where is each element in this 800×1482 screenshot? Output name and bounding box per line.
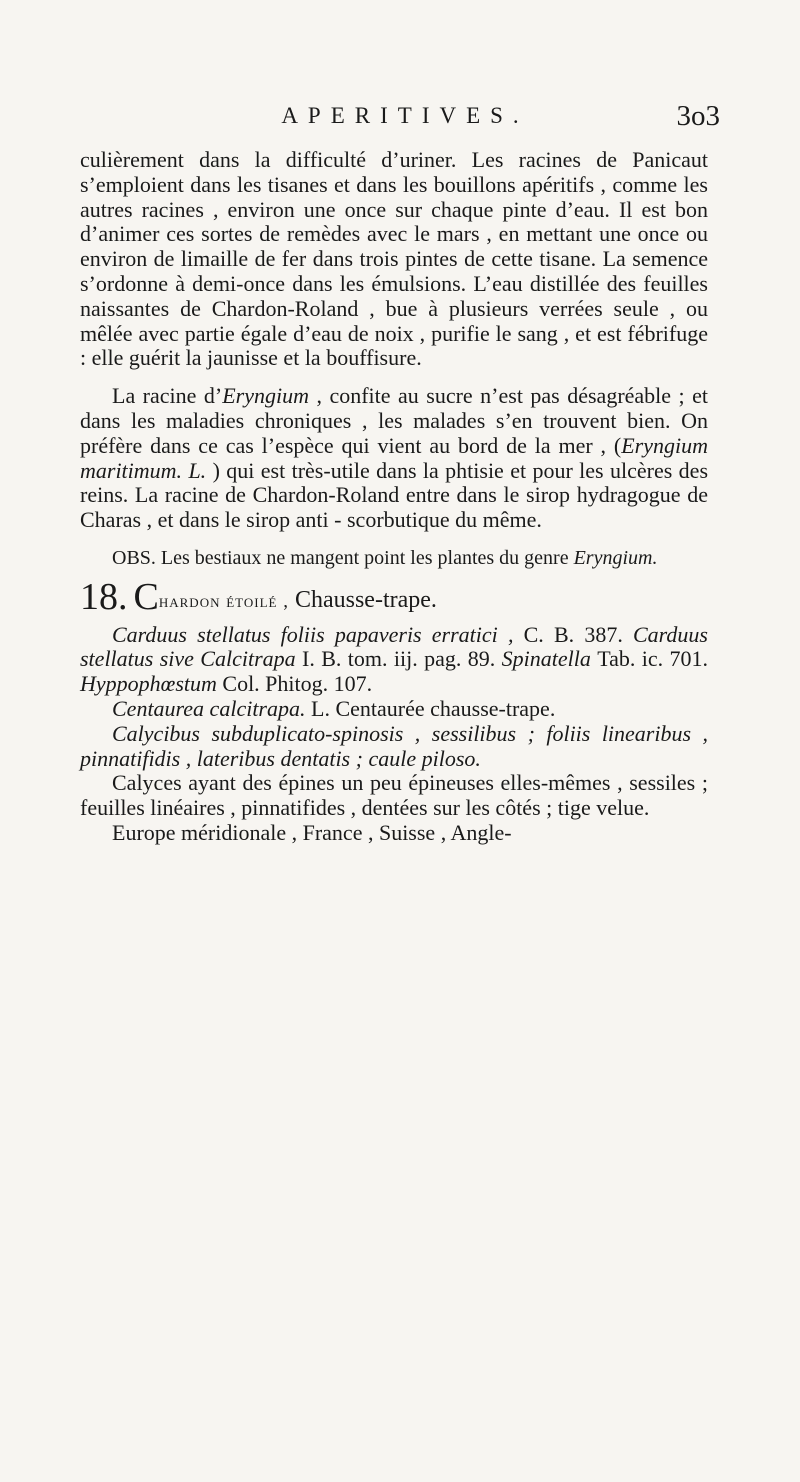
linnaean-binomial: Centaurea calcitrapa. [112, 695, 306, 721]
entry-title: hardon étoilé , [158, 590, 289, 612]
entry-initial: C [133, 575, 159, 618]
synonym-ref-4: Col. Phitog. 107. [222, 671, 373, 697]
synonymy [80, 623, 708, 697]
linnaean-common: L. Centaurée chausse-trape. [305, 695, 556, 721]
synonym-ref-1: C. B. 387. [523, 621, 633, 647]
synonym-carduus-2: Carduus stellatus sive Calcitrapa [80, 621, 708, 672]
synonym-hyppophaestum: Hyppophœstum [80, 671, 223, 697]
habitat-line: Europe méridionale , France , Suisse , Angle- [112, 819, 512, 845]
synonym-carduus-1: Carduus stellatus foliis papaveris erratici , [112, 621, 524, 647]
running-header [80, 100, 720, 143]
observation-genus: Eryngium. [573, 546, 658, 569]
synonym-spinatella: Spinatella [501, 646, 598, 672]
paragraph-panicaut: culièrement dans la difficulté d’uriner. Les racines de Panicaut s’emploient dans les tisanes et dans les bouillons apéritifs , comme les autres racines , environ une once sur chaque pinte d’eau. Il est bon d’animer ces sortes de remèdes avec le mars , en mettant une once ou environ de limaille de fer dans trois pintes de cette tisane. La semence s’ordonne à demi-once dans les émulsions. L’eau distillée des feuilles naissantes de Chardon-Roland , bue à plusieurs verrées seule , ou mêlée avec partie égale d’eau de noix , purifie le sang , et est fébrifuge : elle guérit la jaunisse et la bouffisure. [80, 147, 708, 371]
paragraph-eryngium [80, 384, 708, 533]
entry-heading [80, 575, 708, 618]
page-number: 3o3 [676, 100, 720, 132]
page-body [80, 148, 708, 846]
observation-text: OBS. Les bestiaux ne mangent point les plantes du genre [112, 546, 574, 569]
paragraph-eryngium-part-e: ) qui est très-utile dans la phtisie et pour les ulcères des reins. La racine de Chardon-Roland entre dans le sirop hydragogue de Charas , et dans le sirop anti - scorbutique du même. [80, 457, 709, 533]
entry-number: 18. [80, 575, 128, 618]
linnaean-name [80, 697, 708, 722]
eryngium-term: Eryngium [222, 383, 309, 409]
eryngium-maritimum-term: Eryngium maritimum. L. [80, 432, 708, 483]
observation-note [80, 546, 708, 571]
synonym-ref-2: I. B. tom. iij. pag. 89. [302, 646, 502, 672]
french-description: Calyces ayant des épines un peu épineuses elles-mêmes , sessiles ; feuilles linéaires , pinnatifides , dentées sur les côtés ; tige velue. [80, 770, 708, 821]
paragraph-eryngium-part-a: La racine d’ [112, 383, 223, 409]
entry-common-name: Chausse-trape. [288, 586, 437, 613]
synonym-ref-3: Tab. ic. 701. [597, 646, 708, 672]
latin-diagnosis: Calycibus subduplicato-spinosis , sessilibus ; foliis linearibus , pinnatifidis , lateribus dentatis ; caule piloso. [80, 720, 708, 771]
paragraph-eryngium-part-c: , confite au sucre n’est pas désagréable ; et dans les maladies chroniques , les malades s’en trouvent bien. On préfère dans ce cas l’espèce qui vient au bord de la mer , ( [80, 383, 708, 458]
running-title: APERITIVES. [281, 103, 529, 128]
